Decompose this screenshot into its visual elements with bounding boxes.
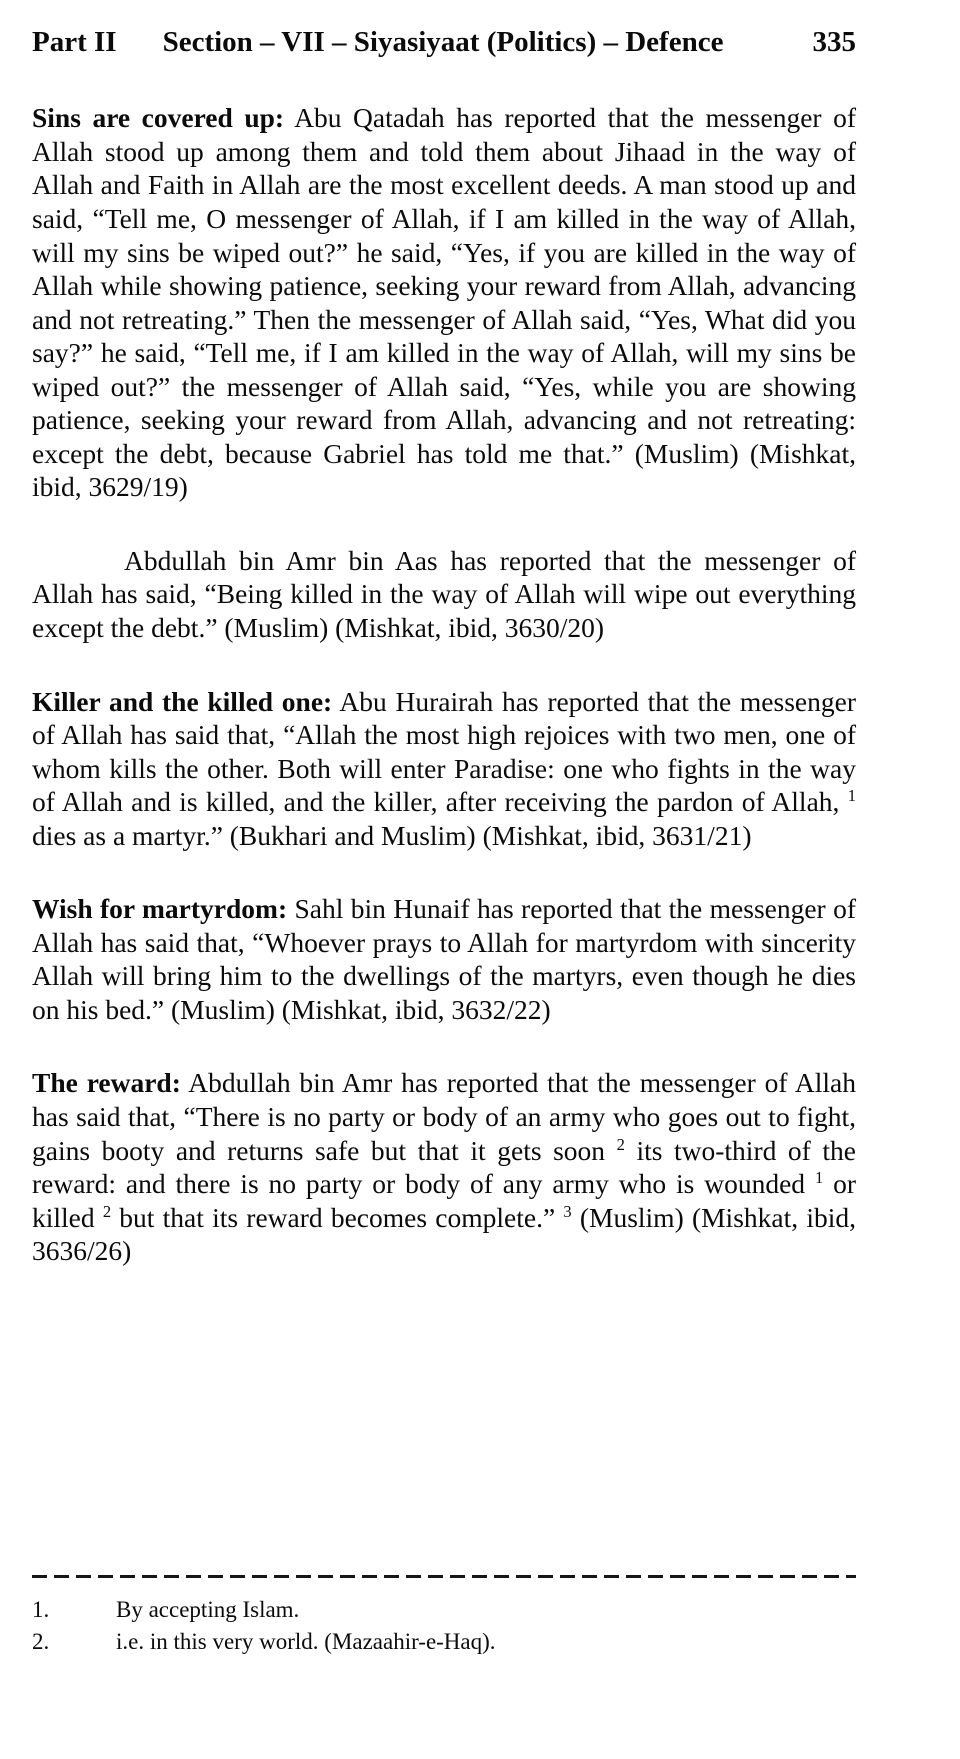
footnote-2 [32,1626,856,1659]
paragraph-wish-for-martyrdom [32,892,856,1026]
footnote-number: 2. [32,1629,50,1655]
paragraph-text: its two-third of the reward: and there is no party or body of any army who is wounded [32,1134,857,1200]
paragraph-text: Abu Hurairah has reported that the messenger of Allah has said that, “Allah the most high rejoices with two men, one of whom kills the other. Both will enter Paradise: one who fights in the way of Allah and is killed, and the killer, after receiving the pardon of Allah, [32,685,856,818]
paragraph-killer-and-the-killed-one [32,685,856,853]
footnotes-section [32,1575,856,1759]
footnote-1 [32,1594,856,1627]
paragraph-lead: Sins are covered up: [32,102,285,134]
footnote-reference-2: 2 [616,1134,625,1154]
paragraph-text: but that its reward becomes complete.” [111,1201,564,1233]
paragraph-text: (Muslim) (Mishkat, ibid, 3636/26) [32,1201,856,1267]
paragraph-text: or killed [32,1168,856,1233]
paragraph-text: Sahl bin Hunaif has reported that the messenger of Allah has said that, “Whoever prays to Allah for martyrdom with sincerity Allah will bring him to the dwellings of the martyrs, even though he dies on his bed.” (Muslim) (Mishkat, ibid, 3632/22) [32,893,857,1025]
page-number: 335 [812,26,856,58]
paragraph-text: Abu Qatadah has reported that the messenger of Allah stood up among them and told them about Jihaad in the way of Allah and Faith in Allah are the most excellent deeds. A man stood up and said, “Tell me, O messenger of Allah, if I am killed in the way of Allah, will my sins be wiped out?” he said, “Yes, if you are killed in the way of Allah while showing patience, seeking your reward from Allah, advancing and not retreating.” Then the messenger of Allah said, “Yes, What did you say?” he said, “Tell me, if I am killed in the way of Allah, will my sins be wiped out?” the messenger of Allah said, “Yes, while you are showing patience, seeking your reward from Allah, advancing and not retreating: except the debt, because Gabriel has told me that.” (Muslim) (Mishkat, ibid, 3629/19) [32,102,857,503]
paragraph-sins-are-covered-up [32,101,856,504]
footnote-divider [32,1575,856,1578]
footnote-reference-1: 1 [847,786,856,806]
header-part-label: Part II [32,26,117,58]
footnote-text: i.e. in this very world. (Mazaahir-e-Haq). [116,1629,496,1655]
footnote-reference-1: 1 [814,1167,824,1187]
footnote-number: 1. [32,1596,50,1622]
paragraph-the-reward [32,1066,856,1267]
paragraph-text: Abdullah bin Amr has reported that the messenger of Allah has said that, “There is no party or body of an army who goes out to fight, gains booty and returns safe but that it gets soon [32,1067,856,1166]
footnote-text: By accepting Islam. [116,1596,300,1622]
footnote-reference-3: 3 [563,1201,572,1221]
paragraph-lead: The reward: [32,1067,181,1099]
page-header [32,26,856,59]
paragraph-text: Abdullah bin Amr bin Aas has reported that the messenger of Allah has said, “Being killed in the way of Allah will wipe out everything except the debt.” (Muslim) (Mishkat, ibid, 3630/20) [32,544,856,643]
paragraph-abdullah-bin-amr-bin-aas [32,544,856,645]
paragraph-lead: Wish for martyrdom: [32,893,288,925]
footnote-reference-2: 2 [102,1201,112,1221]
paragraph-text: dies as a martyr.” (Bukhari and Muslim) (Mishkat, ibid, 3631/21) [32,819,752,851]
paragraph-lead: Killer and the killed one: [32,685,333,717]
header-section-title: Section – VII – Siyasiyaat (Politics) – Defence [162,26,724,58]
